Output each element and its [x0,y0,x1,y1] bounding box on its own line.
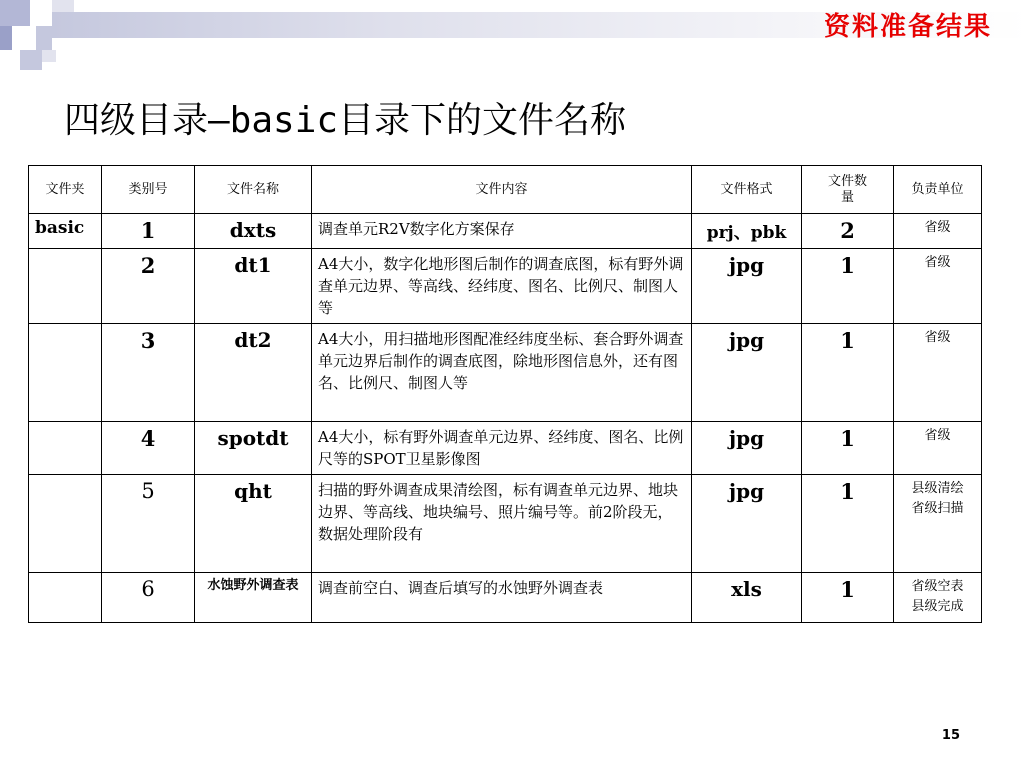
cell-folder [29,249,102,324]
cell-category: 3 [102,324,195,422]
cell-unit: 省级空表 县级完成 [894,573,982,623]
cell-name: dxts [195,214,312,249]
cell-count: 1 [802,324,894,422]
cell-count: 2 [802,214,894,249]
cell-category: 6 [102,573,195,623]
cell-count: 1 [802,475,894,573]
cell-content: A4大小，数字化地形图后制作的调查底图，标有野外调查单元边界、等高线、经纬度、图名、比例尺、制图人等 [312,249,692,324]
header-name: 文件名称 [195,166,312,214]
cell-format: jpg [692,475,802,573]
cell-format: xls [692,573,802,623]
page-number: 15 [941,728,960,743]
cell-format: jpg [692,249,802,324]
table-header-row [29,166,982,214]
cell-folder [29,324,102,422]
cell-name: 水蚀野外调查表 [195,573,312,623]
cell-category: 5 [102,475,195,573]
cell-format: jpg [692,422,802,475]
cell-folder [29,475,102,573]
cell-content: 调查单元R2V数字化方案保存 [312,214,692,249]
cell-unit: 省级 [894,324,982,422]
file-table [28,165,982,623]
cell-name: dt2 [195,324,312,422]
header-category: 类别号 [102,166,195,214]
cell-category: 4 [102,422,195,475]
page-title: 四级目录—basic目录下的文件名称 [64,100,627,141]
table-row [29,324,982,422]
cell-unit: 省级 [894,214,982,249]
cell-format: jpg [692,324,802,422]
cell-unit: 县级清绘 省级扫描 [894,475,982,573]
cell-unit: 省级 [894,422,982,475]
cell-category: 1 [102,214,195,249]
cell-format: prj、pbk [692,214,802,249]
cell-name: qht [195,475,312,573]
cell-content: 调查前空白、调查后填写的水蚀野外调查表 [312,573,692,623]
cell-content: A4大小，用扫描地形图配准经纬度坐标、套合野外调查单元边界后制作的调查底图，除地形图信息外，还有图名、比例尺、制图人等 [312,324,692,422]
table-row [29,422,982,475]
cell-unit: 省级 [894,249,982,324]
cell-folder [29,422,102,475]
table-row [29,573,982,623]
header-format: 文件格式 [692,166,802,214]
cell-name: spotdt [195,422,312,475]
header-content: 文件内容 [312,166,692,214]
table-row [29,475,982,573]
cell-name: dt1 [195,249,312,324]
cell-count: 1 [802,249,894,324]
cell-content: A4大小，标有野外调查单元边界、经纬度、图名、比例尺等的SPOT卫星影像图 [312,422,692,475]
cell-category: 2 [102,249,195,324]
header-unit: 负责单位 [894,166,982,214]
table-row [29,249,982,324]
cell-folder: basic [29,214,102,249]
cell-content: 扫描的野外调查成果清绘图，标有调查单元边界、地块边界、等高线、地块编号、照片编号等。前2阶段无，数据处理阶段有 [312,475,692,573]
header-count: 文件数量 [802,166,894,214]
header-folder: 文件夹 [29,166,102,214]
cell-folder [29,573,102,623]
section-title: 资料准备结果 [823,12,992,42]
table-row [29,214,982,249]
cell-count: 1 [802,422,894,475]
cell-count: 1 [802,573,894,623]
